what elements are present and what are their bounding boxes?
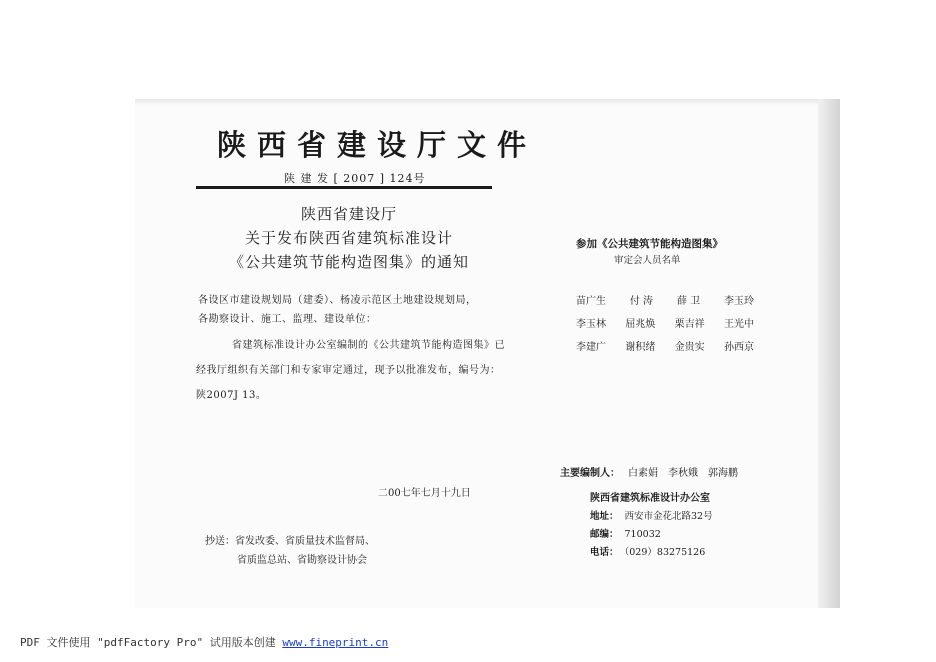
phone-value: （029）83275126 [624,547,706,558]
notice-title-line-2: 关于发布陕西省建筑标准设计 [244,229,453,247]
reviewer-row [576,292,754,315]
notice-title-line-1: 陕西省建设厅 [300,205,397,223]
reviewer-name: 苗广生 [576,296,606,307]
office-phone [590,544,705,558]
addressee-line-2: 各勘察设计、施工、监理、建设单位： [198,314,377,325]
office-postcode [590,526,661,540]
address-label: 地址： [590,511,619,522]
body-line-3: 陕2007J 13。 [196,390,267,401]
addressee-line-1: 各设区市建设规划局（建委）、杨凌示范区土地建设规划局， [198,295,477,306]
issue-date: 二00七年七月十九日 [378,488,471,499]
notice-title-line-3: 《公共建筑节能构造图集》的通知 [228,253,469,271]
cc-recipients-1: 省发改委、省质量技术监督局、 [235,536,375,547]
review-title: 参加《公共建筑节能构造图集》 [576,238,723,250]
reviewer-name: 李玉林 [576,319,606,330]
fineprint-link[interactable]: www.fineprint.cn [282,636,389,649]
editor-name: 白素娟 [628,468,658,479]
cc-recipients-2: 省质监总站、省勘察设计协会 [237,555,367,566]
reviewer-name: 薛 卫 [676,296,701,307]
reviewer-name: 付 涛 [629,296,654,307]
office-name: 陕西省建筑标准设计办公室 [590,493,710,504]
reviewer-row [576,315,754,338]
postcode-value: 710032 [624,529,661,540]
address-value: 西安市金花北路32号 [624,511,713,522]
document-header-title: 陕西省建设厅文件 [217,128,538,162]
scan-edge-shade [135,99,840,105]
reviewer-name: 栗吉祥 [674,319,705,330]
postcode-label: 邮编： [590,529,619,540]
reviewer-name: 王光中 [723,319,754,330]
footer-text: PDF 文件使用 "pdfFactory Pro" 试用版本创建 [20,636,276,649]
office-address [590,508,713,522]
reviewer-row [576,338,754,361]
reviewer-name: 谢积绪 [625,342,656,353]
reviewer-name: 金贵实 [674,342,705,353]
reviewer-name-grid [576,292,754,361]
review-subtitle: 审定会人员名单 [614,255,681,266]
editor-name: 郭海鹏 [708,468,738,479]
reviewer-name: 屈兆焕 [625,319,656,330]
reviewer-name: 李玉玲 [724,296,754,307]
editors-label: 主要编制人： [560,468,620,479]
reviewer-name: 孙西京 [723,342,754,353]
editor-name: 李秋娥 [668,468,698,479]
main-editors [560,464,748,479]
cc-label: 抄送： [205,536,235,547]
pdf-footer [20,634,388,650]
document-number: 陕 建 发 [ 2007 ] 124号 [284,172,426,185]
reviewer-name: 李建广 [576,342,606,353]
body-line-2: 经我厅组织有关部门和专家审定通过，现予以批准发布，编号为： [196,365,501,376]
cc-line-1 [205,532,375,547]
body-line-1: 省建筑标准设计办公室编制的《公共建筑节能构造图集》已 [232,340,505,351]
header-divider [196,186,492,189]
phone-label: 电话： [590,547,619,558]
scan-right-shadow [818,99,840,608]
